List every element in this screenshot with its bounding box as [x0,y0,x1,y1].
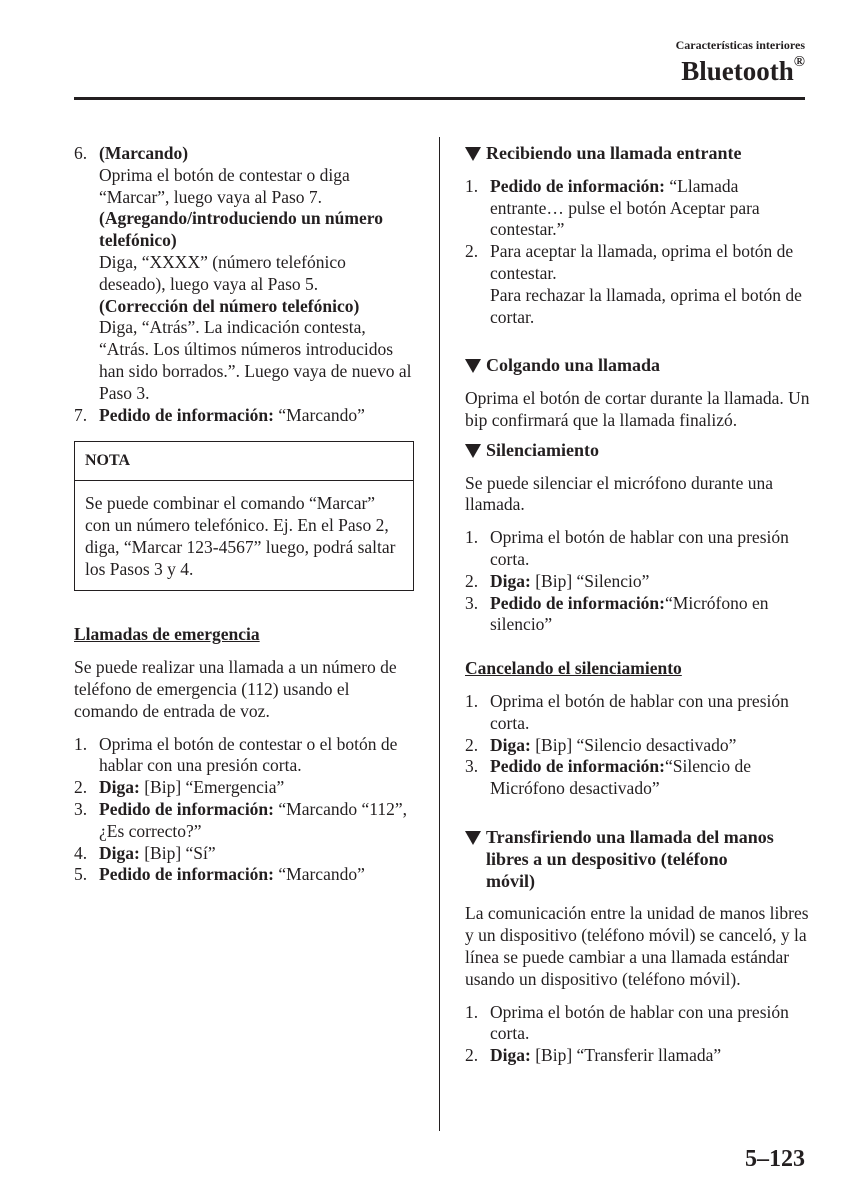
step-text: Para aceptar la llamada, oprima el botón de contestar. [490,241,794,283]
list-item [465,1045,810,1067]
step-text: Diga, “XXXX” (número telefónico deseado), luego vaya al Paso 5. [99,251,346,294]
section-heading-text: Transfiriendo una llamada del manos libres a un despositivo (teléfono móvil) [486,826,774,891]
step-text: “Llamada entrante… pulse el botón Aceptar para contestar.” [490,175,760,240]
list-item [465,527,810,571]
step-text: Oprima el botón de hablar con una presión corta. [490,690,789,733]
note-box [74,441,414,591]
step-number: 2. [465,734,479,755]
triangle-bullet-icon [465,444,481,458]
step-text: Oprima el botón de hablar con una presión corta. [490,527,789,569]
step-label: Diga: [490,734,531,755]
step-label: Pedido de información: [490,592,665,613]
step-text: [Bip] “Transferir llamada” [530,1045,722,1066]
step-text: “Marcando” [274,404,365,425]
mute-steps [465,527,810,636]
list-item [465,1002,810,1046]
unmute-heading: Cancelando el silenciamiento [465,658,682,679]
step-text: [Bip] “Emergencia” [139,777,285,798]
step-number: 1. [465,175,479,196]
receiving-steps [465,176,810,329]
step-text: “Silencio de Micrófono desactivado” [490,756,752,799]
step-number: 1. [465,527,479,548]
step-subheading: (Agregando/introduciendo un número telefónico) [99,208,383,251]
step-number: 4. [74,842,88,863]
step-text-extra: Para rechazar la llamada, oprima el botón de cortar. [490,284,802,327]
emergency-intro: Se puede realizar una llamada a un número de teléfono de emergencia (112) usando el comando de entrada de voz. [74,657,397,721]
list-item [74,843,414,865]
step-label: Pedido de información: [490,175,665,196]
section-heading [465,143,810,165]
list-item [465,593,810,637]
step-number: 1. [465,1001,479,1022]
step-label: Diga: [99,777,140,798]
right-column [465,143,810,1067]
step-subheading: (Marcando) [99,143,189,163]
step-label: Pedido de información: [99,864,274,885]
section-heading-text: Colgando una llamada [486,355,661,376]
list-item [74,864,414,886]
step-number: 3. [465,592,479,613]
page-title [681,56,805,87]
page-title-text: Bluetooth [681,56,794,86]
list-item [74,799,414,843]
page-number: 5–123 [745,1146,805,1172]
left-column [74,143,414,886]
step-text: [Bip] “Silencio desactivado” [530,734,737,755]
list-item [465,735,810,757]
step-label: Diga: [490,1045,531,1066]
section-category: Características interiores [675,38,805,52]
triangle-bullet-icon [465,147,481,161]
list-item [465,756,810,800]
step-text: [Bip] “Sí” [139,842,216,863]
emergency-steps [74,734,414,887]
list-item [465,241,810,328]
note-heading: NOTA [75,442,413,481]
step-text: Oprima el botón de contestar o diga “Marcar”, luego vaya al Paso 7. [99,164,350,207]
step-number: 3. [74,798,88,819]
section-heading [465,440,810,462]
header-rule [74,97,805,100]
step-number: 7. [74,404,88,425]
triangle-bullet-icon [465,831,481,845]
section-heading-text: Recibiendo una llamada entrante [486,143,742,163]
step-text: Diga, “Atrás”. La indicación contesta, “Atrás. Los últimos números introducidos han sido borrados.”. Luego vaya de nuevo al Paso 3. [99,317,412,403]
step-text: “Micrófono en silencio” [490,592,769,635]
step-number: 1. [465,690,479,711]
list-item [74,777,414,799]
step-number: 2. [465,1045,479,1066]
emergency-heading: Llamadas de emergencia [74,624,260,645]
step-label: Pedido de información: [490,756,665,777]
step-text: “Marcando “112”, ¿Es correcto?” [99,798,407,841]
list-item [74,734,414,778]
note-body: Se puede combinar el comando “Marcar” con un número telefónico. Ej. En el Paso 2, diga, “Marcar 123-4567” luego, podrá saltar los Pasos 3 y 4. [85,493,396,579]
step-number: 6. [74,143,88,163]
section-heading [465,355,810,377]
step-number: 2. [465,241,479,262]
step-label: Diga: [490,570,531,591]
section-heading-text: Silenciamiento [486,439,599,460]
unmute-steps [465,691,810,800]
step-text: “Marcando” [274,864,365,885]
step-text: Oprima el botón de hablar con una presión corta. [490,1001,789,1044]
list-item [74,405,414,427]
triangle-bullet-icon [465,359,481,373]
step-number: 2. [465,570,479,591]
list-item [465,571,810,593]
transfer-text: La comunicación entre la unidad de manos libres y un dispositivo (teléfono móvil) se canceló, y la línea se puede cambiar a una llamada estándar usando un dispositivo (teléfono móvil). [465,903,809,989]
step-number: 5. [74,864,88,885]
mute-text: Se puede silenciar el micrófono durante una llamada. [465,472,774,515]
column-divider [439,137,440,1131]
step-text: [Bip] “Silencio” [530,570,650,591]
hangup-text: Oprima el botón de cortar durante la llamada. Un bip confirmará que la llamada finalizó. [465,388,810,430]
transfer-steps [465,1002,810,1067]
step-number: 1. [74,733,88,754]
step-label: Pedido de información: [99,404,274,425]
step-subheading: (Corrección del número telefónico) [99,295,360,316]
step-number: 2. [74,777,88,798]
list-item [74,143,414,405]
step-label: Pedido de información: [99,798,274,819]
step-number: 3. [465,756,479,777]
step-label: Diga: [99,842,140,863]
step-text: Oprima el botón de contestar o el botón de hablar con una presión corta. [99,733,398,776]
list-item [465,691,810,735]
section-heading [465,827,810,892]
registered-mark: ® [793,54,805,70]
list-item [465,176,810,241]
